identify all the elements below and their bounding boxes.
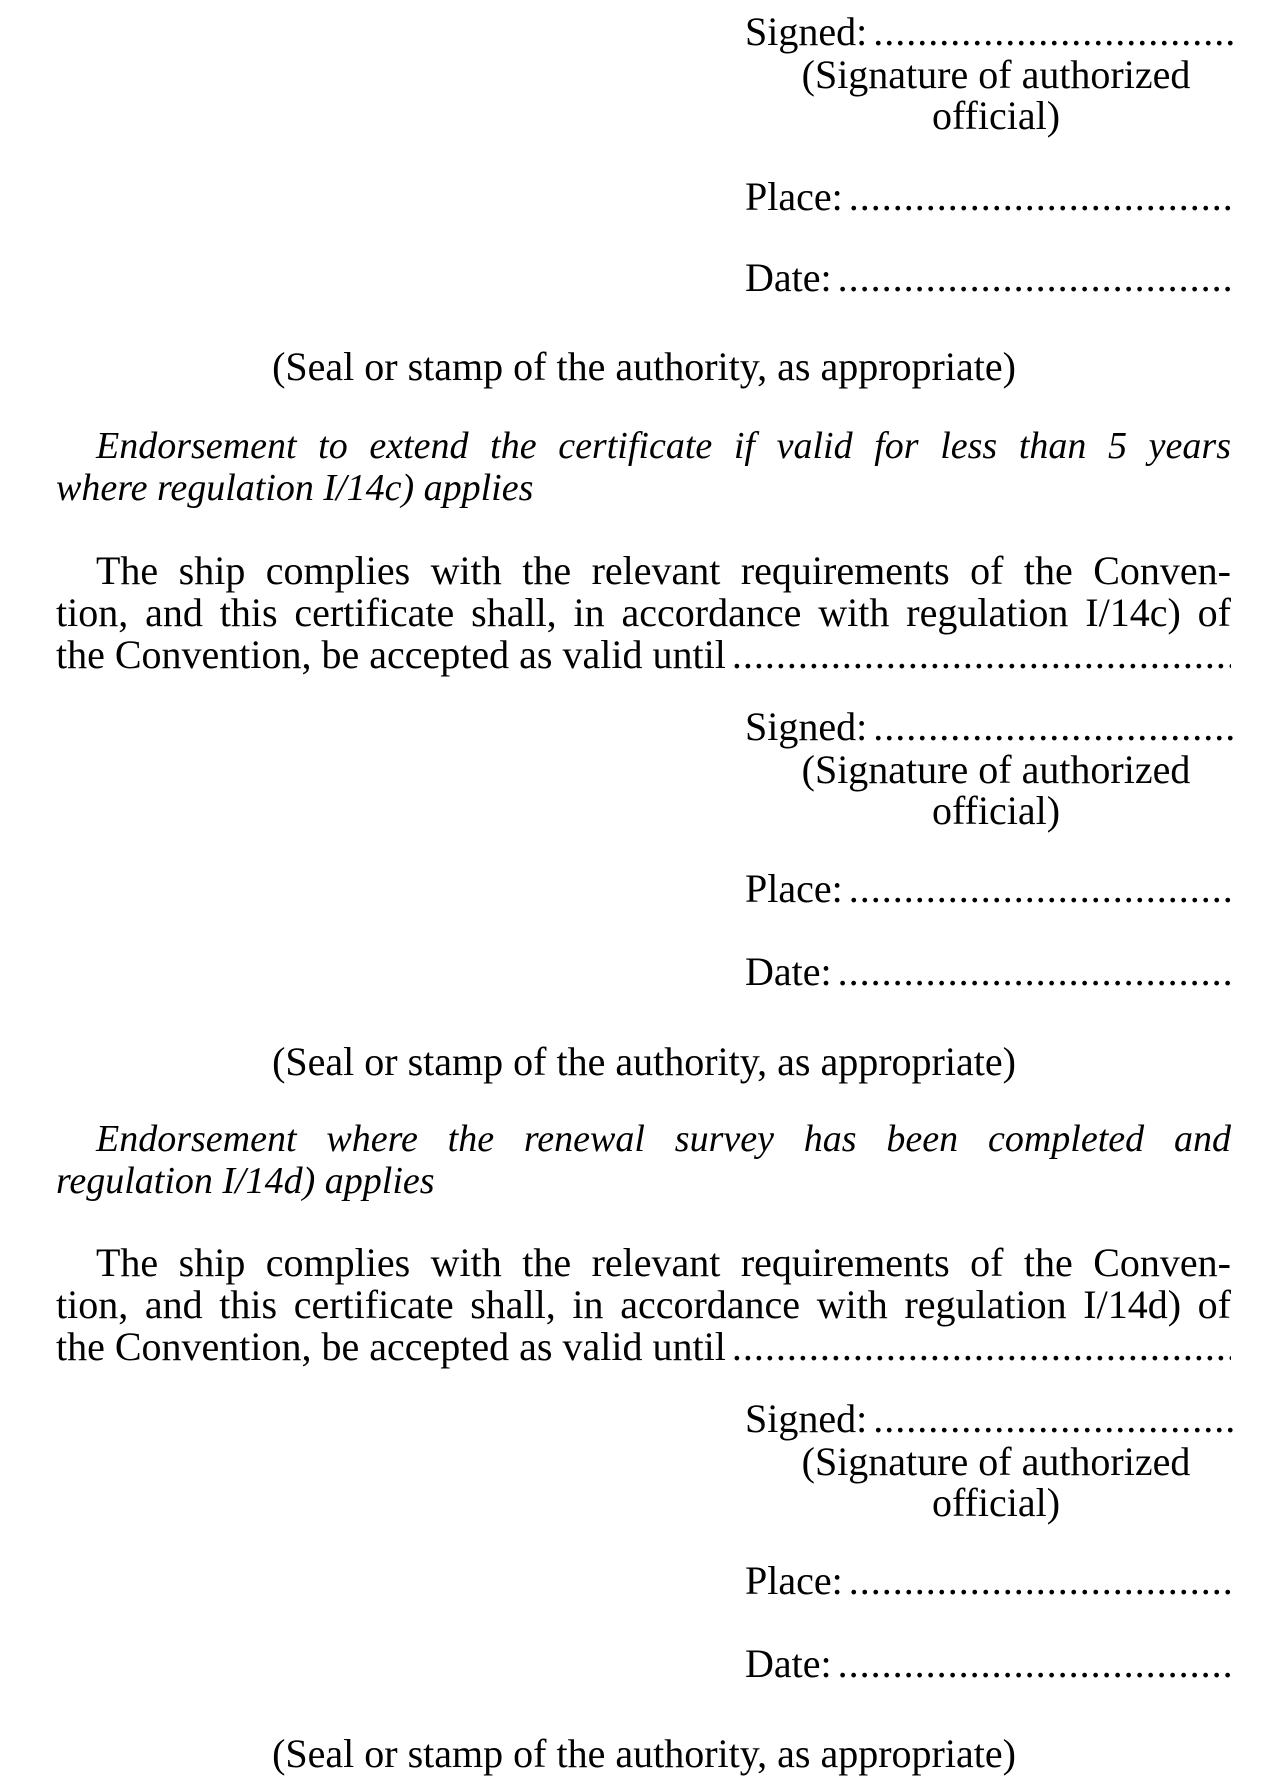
place-line: [745, 1559, 1235, 1603]
signed-line: [745, 10, 1235, 54]
endorsement-heading: [56, 1118, 1231, 1202]
date-line: [745, 256, 1235, 300]
date-line: [745, 950, 1235, 994]
signed-blank[interactable]: [873, 1397, 1235, 1441]
place-blank[interactable]: [849, 1559, 1235, 1603]
date-blank[interactable]: [838, 256, 1235, 300]
date-label: Date:: [745, 1641, 832, 1686]
paragraph-line2: tion, and this certificate shall, in accordance with regulation I/14c) of: [56, 590, 1231, 635]
paragraph-line3: [56, 634, 1231, 676]
signature-caption-line2: official): [931, 1480, 1061, 1525]
place-label: Place:: [745, 1558, 843, 1603]
signature-caption-line1: (Signature of authorized: [801, 1439, 1191, 1484]
signature-caption-line2: official): [931, 93, 1061, 138]
signature-block: [745, 1396, 1235, 1686]
paragraph-line1: The ship complies with the relevant requirements of the Conven-: [96, 1240, 1231, 1285]
place-label: Place:: [745, 174, 843, 219]
valid-until-text: the Convention, be accepted as valid until: [56, 1324, 726, 1369]
valid-until-blank[interactable]: [732, 634, 1231, 676]
signature-caption-line2: official): [931, 788, 1061, 833]
place-line: [745, 867, 1235, 911]
seal-caption: (Seal or stamp of the authority, as appropriate): [272, 344, 1016, 389]
valid-until-text: the Convention, be accepted as valid until: [56, 632, 726, 677]
signed-line: [745, 705, 1235, 749]
endorsement-heading-line2: where regulation I/14c) applies: [56, 467, 534, 509]
date-label: Date:: [745, 949, 832, 994]
validity-paragraph: [56, 1242, 1231, 1368]
signed-label: Signed:: [745, 1396, 868, 1441]
endorsement-heading-line2: regulation I/14d) applies: [56, 1160, 435, 1202]
signature-block: [745, 9, 1235, 300]
signature-caption-line1: (Signature of authorized: [801, 52, 1191, 97]
date-blank[interactable]: [838, 950, 1235, 994]
endorsement-heading-line1: Endorsement where the renewal survey has been completed and: [96, 1118, 1231, 1160]
signed-blank[interactable]: [873, 10, 1235, 54]
place-blank[interactable]: [849, 867, 1235, 911]
place-label: Place:: [745, 866, 843, 911]
place-blank[interactable]: [849, 175, 1235, 219]
endorsement-heading-line1: Endorsement to extend the certificate if valid for less than 5 years: [96, 425, 1231, 467]
signed-label: Signed:: [745, 9, 868, 54]
validity-paragraph: [56, 550, 1231, 676]
date-label: Date:: [745, 255, 832, 300]
signed-label: Signed:: [745, 704, 868, 749]
paragraph-line1: The ship complies with the relevant requirements of the Conven-: [96, 548, 1231, 593]
date-line: [745, 1642, 1235, 1686]
signed-blank[interactable]: [873, 705, 1235, 749]
signature-block: [745, 704, 1235, 994]
seal-caption: (Seal or stamp of the authority, as appropriate): [272, 1731, 1016, 1776]
paragraph-line3: [56, 1326, 1231, 1368]
place-line: [745, 175, 1235, 219]
signature-caption-line1: (Signature of authorized: [801, 747, 1191, 792]
seal-caption: (Seal or stamp of the authority, as appropriate): [272, 1039, 1016, 1084]
endorsement-heading: [56, 425, 1231, 509]
date-blank[interactable]: [838, 1642, 1235, 1686]
signed-line: [745, 1397, 1235, 1441]
valid-until-blank[interactable]: [732, 1326, 1231, 1368]
paragraph-line2: tion, and this certificate shall, in accordance with regulation I/14d) of: [56, 1282, 1231, 1327]
